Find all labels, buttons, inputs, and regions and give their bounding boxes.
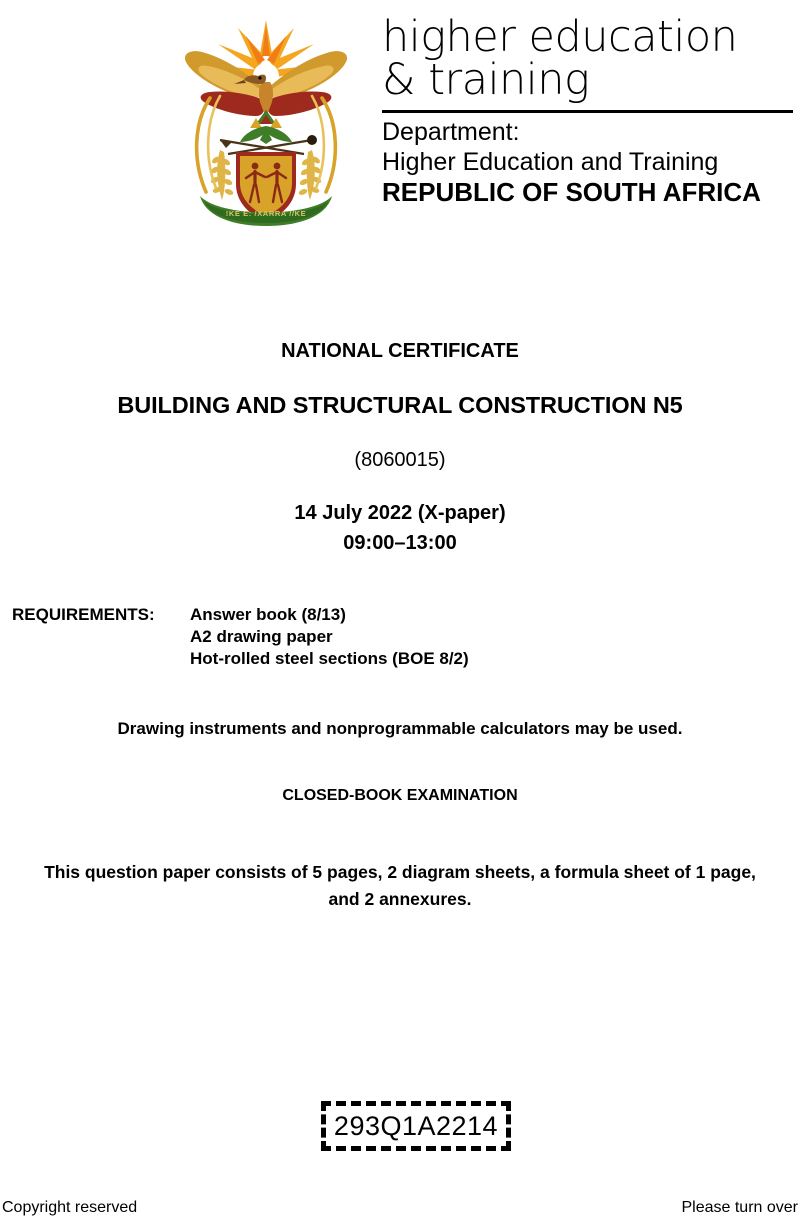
copyright-notice: Copyright reserved xyxy=(2,1199,138,1216)
subject-code: (8060015) xyxy=(354,449,446,471)
requirements-item: A2 drawing paper xyxy=(190,627,333,646)
exam-time: 09:00–13:00 xyxy=(343,532,457,554)
turn-over-notice: Please turn over xyxy=(681,1199,798,1216)
department-name: Higher Education and Training xyxy=(382,148,719,176)
paper-composition-line-1: This question paper consists of 5 pages, 2 diagram sheets, a formula sheet of 1 page, xyxy=(44,862,756,882)
page-footer xyxy=(0,1199,800,1222)
department-label: Department: xyxy=(382,118,520,146)
wordmark-line-1: higher education xyxy=(382,12,738,62)
svg-text:!KE E: /XARRA //KE: !KE E: /XARRA //KE xyxy=(225,209,307,218)
paper-composition-line-2: and 2 annexures. xyxy=(328,889,472,909)
paper-number: 293Q1A2214 xyxy=(333,1110,499,1141)
paper-number-box xyxy=(321,1101,511,1151)
letterhead xyxy=(0,0,800,240)
south-africa-coat-of-arms-icon xyxy=(176,14,356,226)
wordmark-line-2: & training xyxy=(382,55,590,105)
requirements-item: Answer book (8/13) xyxy=(190,605,346,624)
certificate-level: NATIONAL CERTIFICATE xyxy=(281,340,519,362)
exam-type: CLOSED-BOOK EXAMINATION xyxy=(282,787,518,804)
exam-date: 14 July 2022 (X-paper) xyxy=(294,502,506,524)
requirements-list xyxy=(190,604,469,670)
instruments-note: Drawing instruments and nonprogrammable calculators may be used. xyxy=(117,719,683,738)
paper-composition xyxy=(0,859,800,913)
requirements-label: REQUIREMENTS: xyxy=(12,605,155,624)
wordmark-divider xyxy=(382,110,793,113)
requirements-item: Hot-rolled steel sections (BOE 8/2) xyxy=(190,649,469,668)
country-label: REPUBLIC OF SOUTH AFRICA xyxy=(382,177,761,207)
requirements-section xyxy=(12,604,788,670)
page-title: BUILDING AND STRUCTURAL CONSTRUCTION N5 xyxy=(117,392,683,418)
department-wordmark xyxy=(382,14,794,207)
